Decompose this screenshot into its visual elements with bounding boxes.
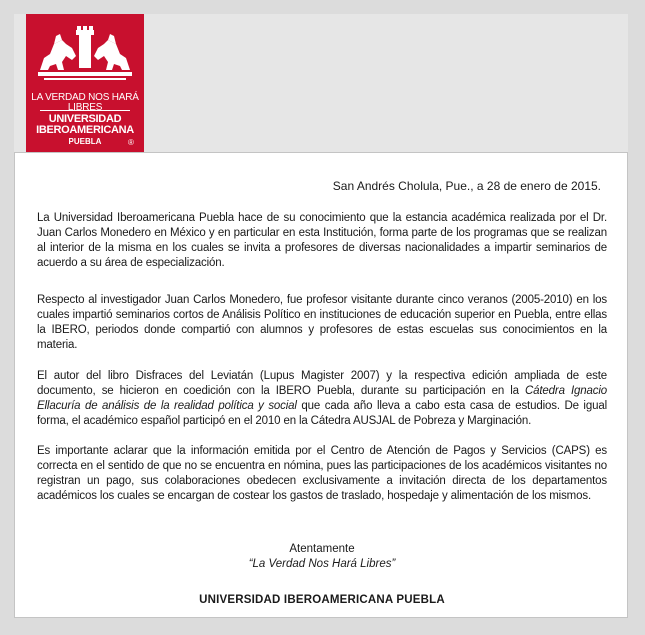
letter-body	[14, 152, 628, 618]
university-logo	[26, 14, 144, 152]
registered-mark: ®	[128, 138, 134, 147]
catedra-title: Cátedra Ignacio Ellacuría de análisis de la realidad política y social	[37, 385, 607, 412]
logo-motto: LA VERDAD NOS HARÁ LIBRES	[31, 92, 139, 113]
signature-institution: UNIVERSIDAD IBEROAMERICANA PUEBLA	[199, 594, 445, 606]
paragraph-3-part2: que cada año lleva a cabo esta casa de estudios. De igual forma, el académico español participó en el 2010 en la Cátedra AUSJAL de Pobreza y Marginación.	[37, 400, 607, 427]
logo-name-line1: UNIVERSIDAD	[48, 113, 122, 125]
logo-name-line2: IBEROAMERICANA	[36, 124, 134, 136]
logo-university-name	[26, 114, 144, 136]
paragraph-3-part1: El autor del libro Disfraces del Leviatán (Lupus Magister 2007) y la respectiva edición ampliada de este documento, se hicieron en coedición con la IBERO Puebla, durante su participación en la	[37, 370, 607, 397]
paragraph-3	[37, 369, 607, 429]
paragraph-4: Es importante aclarar que la información emitida por el Centro de Atención de Pagos y Servicios (CAPS) es correcta en el sentido de que no se encuentra en nómina, pues las participaciones de los académicos visitantes no registran un pago, sus colaboraciones obedecen exclusivamente a invitación directa de los departamentos académicos los cuales se encargan de costear los gastos de traslado, hospedaje y alimentación de los mismos.	[37, 445, 607, 502]
closing-motto: “La Verdad Nos Hará Libres”	[248, 558, 396, 570]
closing-salutation: Atentamente	[289, 543, 355, 555]
paragraph-1: La Universidad Iberoamericana Puebla hace de su conocimiento que la estancia académica realizada por el Dr. Juan Carlos Monedero en México y en particular en esta Institución, forma parte de los programas que se realizan al interior de la misma en los cuales se invita a profesores de diversas nacionalidades a impartir seminarios de acuerdo a su área de especialización.	[37, 212, 607, 269]
paragraph-2: Respecto al investigador Juan Carlos Monedero, fue profesor visitante durante cinco veranos (2005-2010) en los cuales impartió seminarios cortos de Análisis Político en instituciones de educación superior en Puebla, entre ellas la IBERO, periodos donde compartió con alumnos y profesores de estas escuelas sus conocimientos en la materia.	[37, 294, 607, 351]
letter-date: San Andrés Cholula, Pue., a 28 de enero de 2015.	[332, 179, 601, 193]
logo-campus: PUEBLA	[68, 137, 102, 146]
